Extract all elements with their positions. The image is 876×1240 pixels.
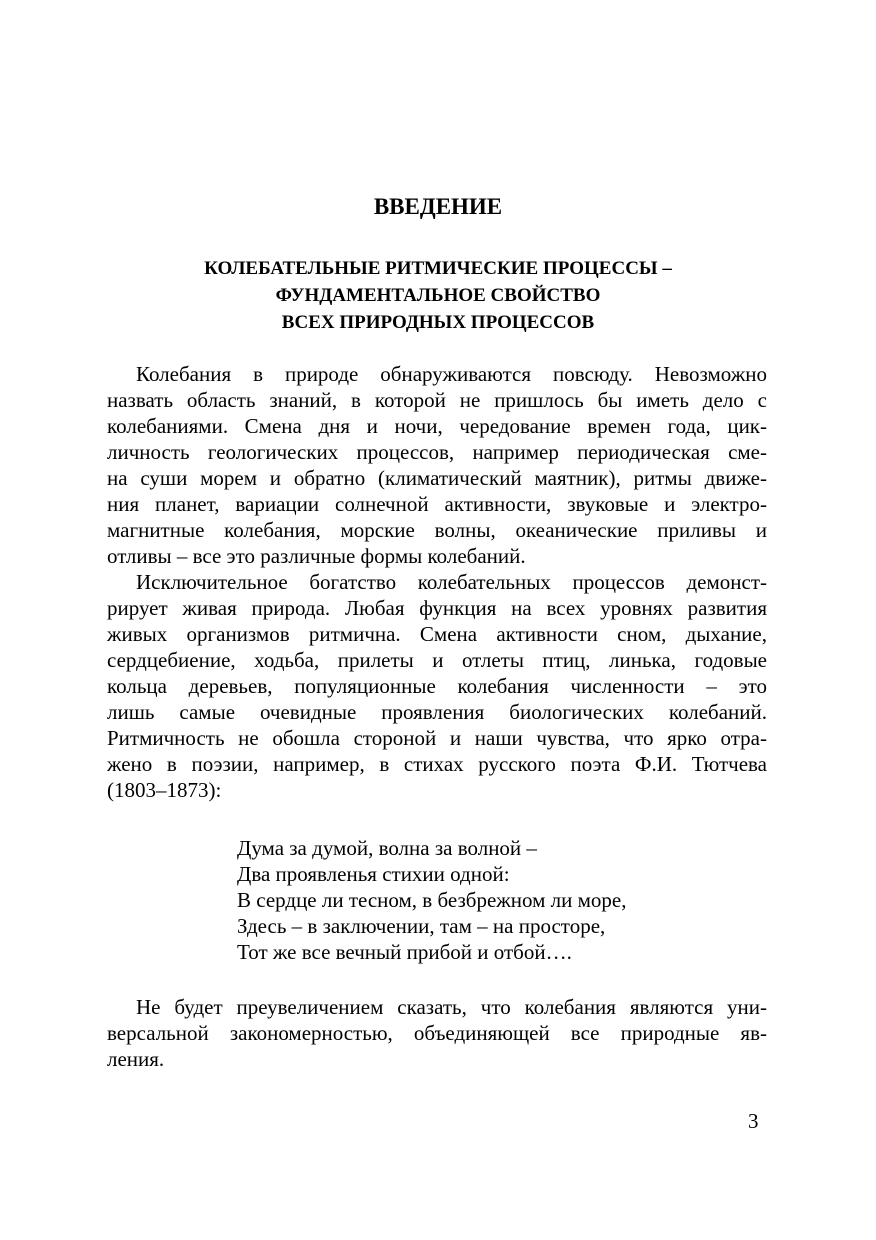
text-line: лишь самые очевидные проявления биологических колебаний.: [107, 700, 767, 724]
subtitle-line: КОЛЕБАТЕЛЬНЫЕ РИТМИЧЕСКИЕ ПРОЦЕССЫ –: [204, 258, 672, 279]
subtitle-line: ФУНДАМЕНТАЛЬНОЕ СВОЙСТВО: [275, 285, 601, 306]
text-line: назвать область знаний, в которой не пришлось бы иметь дело с: [107, 388, 767, 412]
text-line: живых организмов ритмична. Смена активности сном, дыхание,: [107, 622, 767, 646]
poem-line: В сердце ли тесном, в безбрежном ли море,: [237, 888, 627, 912]
poem-line: Дума за думой, волна за волной –: [237, 836, 537, 860]
page-number: 3: [748, 1109, 759, 1133]
text-line: версальной закономерностью, объединяющей все природные яв-: [107, 1021, 767, 1045]
text-line: (1803–1873):: [107, 778, 222, 802]
text-line: колебаниями. Смена дня и ночи, чередование времен года, цик-: [107, 414, 767, 438]
poem-line: Здесь – в заключении, там – на просторе,: [237, 914, 606, 938]
text-line: отливы – все это различные формы колебаний.: [107, 544, 526, 568]
text-line: Не будет преувеличением сказать, что колебания являются уни-: [136, 995, 767, 1019]
page-title: ВВЕДЕНИЕ: [373, 194, 503, 219]
text-line: кольца деревьев, популяционные колебания численности – это: [107, 674, 767, 698]
text-line: ления.: [107, 1047, 165, 1071]
poem-line: Два проявленья стихии одной:: [237, 862, 510, 886]
text-line: на суши морем и обратно (климатический маятник), ритмы движе-: [107, 466, 767, 490]
text-line: жено в поэзии, например, в стихах русского поэта Ф.И. Тютчева: [107, 752, 767, 776]
subtitle-line: ВСЕХ ПРИРОДНЫХ ПРОЦЕССОВ: [281, 312, 595, 333]
text-line: Исключительное богатство колебательных процессов демонст-: [136, 570, 767, 594]
poem-line: Тот же все вечный прибой и отбой….: [237, 940, 572, 964]
text-line: ния планет, вариации солнечной активности, звуковые и электро-: [107, 492, 767, 516]
text-line: Ритмичность не обошла стороной и наши чувства, что ярко отра-: [107, 726, 767, 750]
text-line: сердцебиение, ходьба, прилеты и отлеты птиц, линька, годовые: [107, 648, 767, 672]
text-line: рирует живая природа. Любая функция на всех уровнях развития: [107, 596, 767, 620]
text-line: Колебания в природе обнаруживаются повсюду. Невозможно: [136, 362, 767, 386]
text-line: магнитные колебания, морские волны, океанические приливы и: [107, 518, 767, 542]
text-line: личность геологических процессов, например периодическая сме-: [107, 440, 767, 464]
